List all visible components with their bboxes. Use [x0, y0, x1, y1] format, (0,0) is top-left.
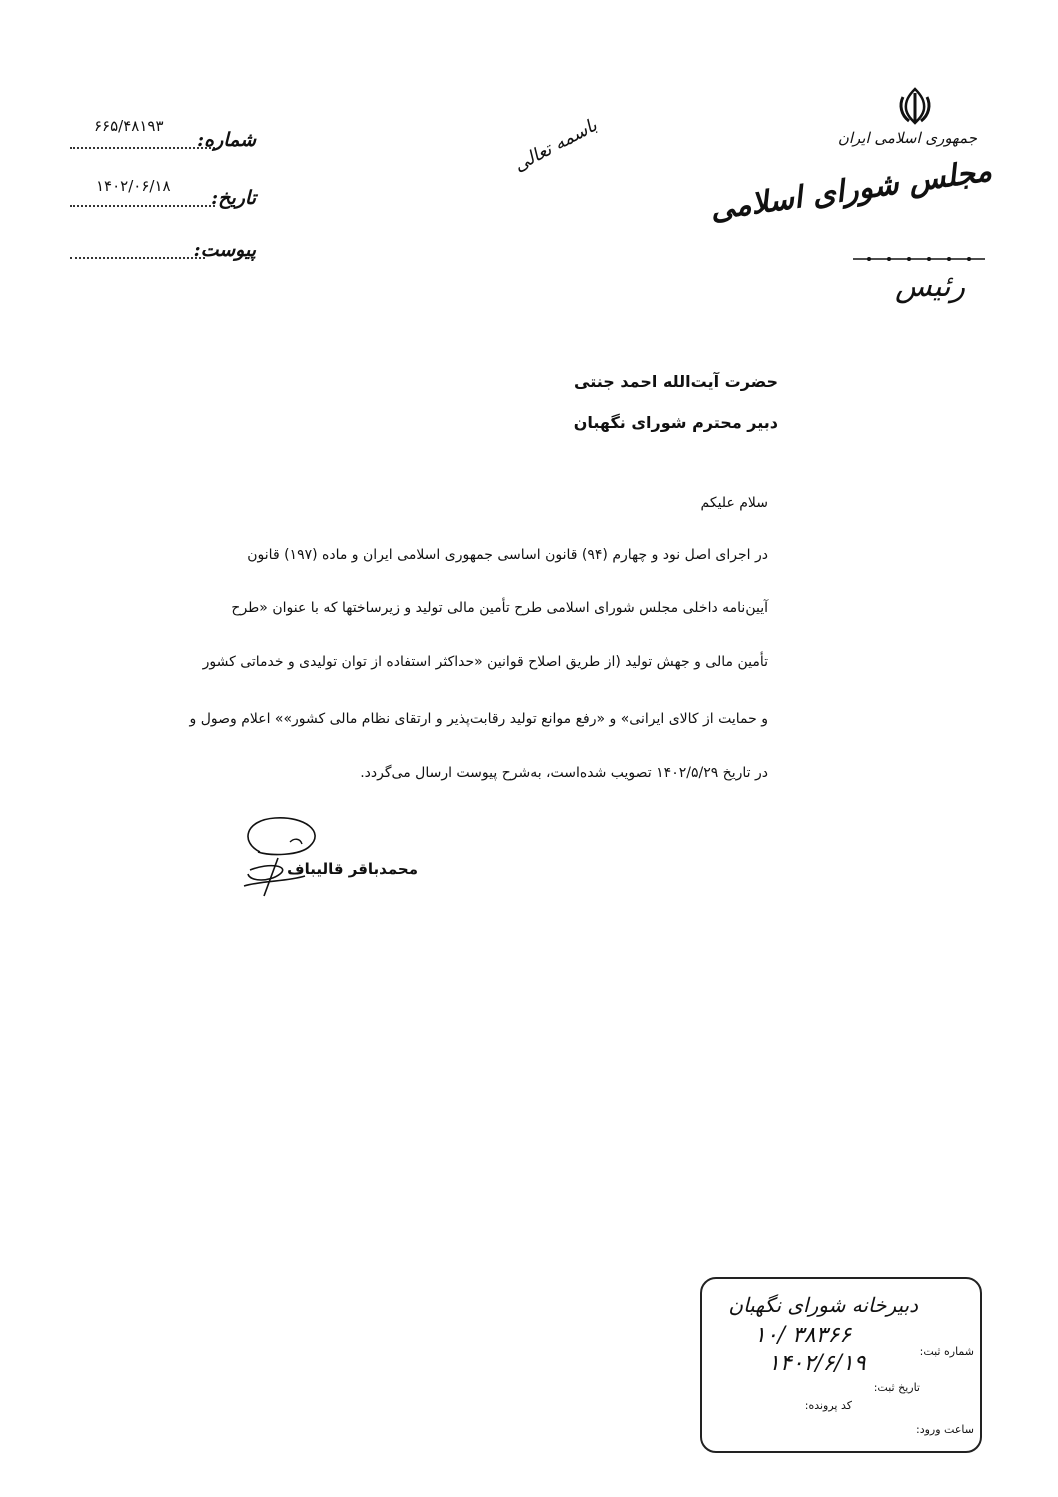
addressee-line1: حضرت آیت‌الله احمد جنتی: [574, 372, 778, 391]
handwritten-signature: [230, 812, 340, 902]
letter-number-label: شماره:: [197, 129, 256, 151]
greeting: سلام علیکم: [700, 495, 768, 511]
receipt-stamp: [700, 1277, 982, 1453]
stamp-file-code-label: کد پرونده:: [804, 1399, 852, 1412]
attachment-label: پیوست:: [193, 239, 256, 261]
header-meta: [60, 115, 260, 275]
national-emblem-icon: [897, 85, 933, 127]
body-line-4: و حمایت از کالای ایرانی» و «رفع موانع تولید رقابت‌پذیر و ارتقای نظام مالی کشور»» اعلام وصول و: [189, 711, 768, 727]
attachment-line: [70, 257, 205, 259]
stamp-title: دبیرخانه شورای نگهبان: [728, 1293, 918, 1317]
letter-date-label: تاریخ:: [211, 187, 256, 209]
emblem-institution: مجلس شورای اسلامی: [708, 153, 995, 228]
ornament-divider: [849, 253, 989, 265]
body-line-3: تأمین مالی و جهش تولید (از طریق اصلاح قوانین «حداکثر استفاده از توان تولیدی و خدماتی کشور: [202, 654, 768, 670]
signer-name: محمدباقر قالیباف: [287, 860, 418, 878]
letter-number-value: ۶۶۵/۴۸۱۹۳: [94, 117, 164, 135]
emblem-block: [708, 85, 995, 320]
letter-date-value: ۱۴۰۲/۰۶/۱۸: [96, 177, 171, 195]
invocation-text: باسمه تعالی: [510, 114, 601, 177]
body-line-1: در اجرای اصل نود و چهارم (۹۴) قانون اساسی جمهوری اسلامی ایران و ماده (۱۹۷) قانون: [247, 547, 768, 563]
letter-date-line: [70, 205, 215, 207]
emblem-role: رئیس: [895, 269, 966, 304]
stamp-reg-date-label: تاریخ ثبت:: [873, 1381, 920, 1394]
stamp-entry-time-label: ساعت ورود:: [916, 1423, 974, 1436]
letter-number-line: [70, 147, 215, 149]
body-line-5: در تاریخ ۱۴۰۲/۵/۲۹ تصویب شده‌است، به‌شرح پیوست ارسال می‌گردد.: [360, 765, 768, 781]
stamp-reg-number-value: ۱۰/ ۳۸۳۶۶: [754, 1323, 852, 1348]
addressee-line2: دبیر محترم شورای نگهبان: [573, 413, 778, 432]
stamp-reg-number-label: شماره ثبت:: [919, 1345, 974, 1358]
emblem-country: جمهوری اسلامی ایران: [837, 129, 977, 147]
stamp-reg-date-value: ۱۴۰۲/۶/۱۹: [768, 1351, 866, 1376]
body-line-2: آیین‌نامه داخلی مجلس شورای اسلامی طرح تأمین مالی تولید و زیرساختها که با عنوان «طرح: [231, 600, 768, 616]
